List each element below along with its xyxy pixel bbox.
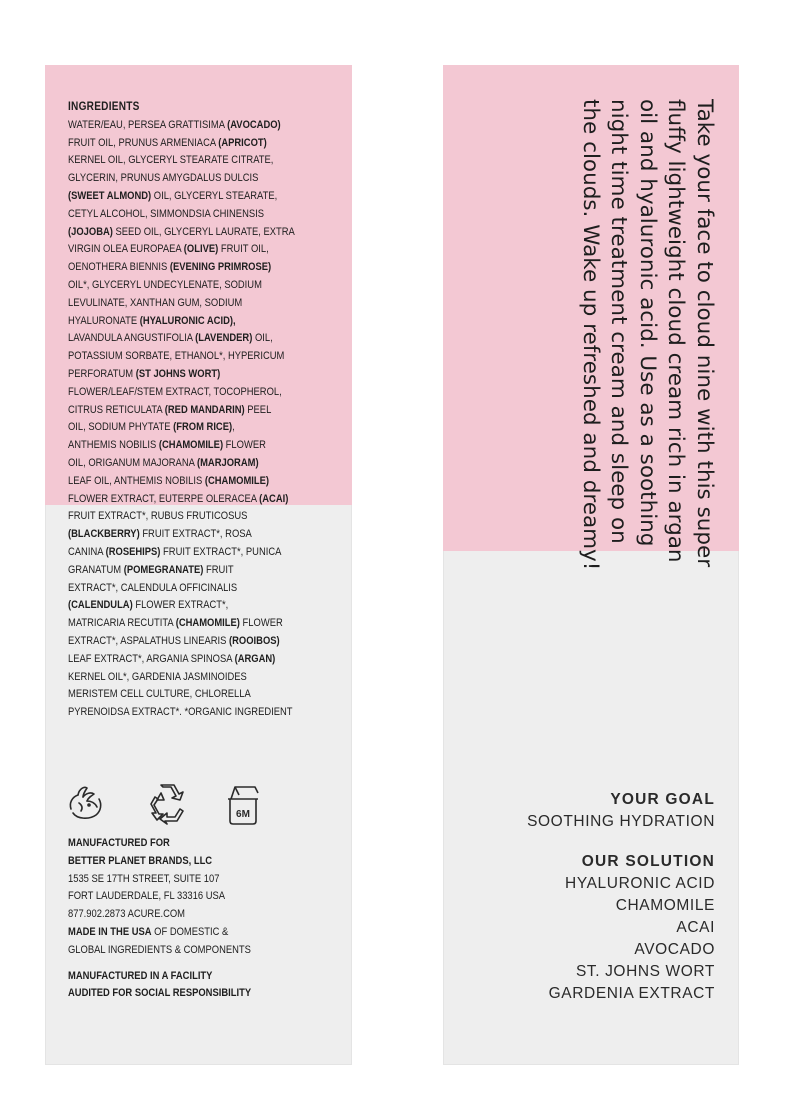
manufacturer-line: [68, 924, 312, 942]
ingredient-line: [68, 633, 299, 651]
ingredient-line-segment: VIRGIN OLEA EUROPAEA: [68, 243, 184, 256]
manufacturer-line: [68, 835, 312, 853]
ingredient-line: [68, 651, 299, 669]
ingredient-line: [68, 313, 299, 331]
ingredient-line-segment: CANINA: [68, 545, 106, 558]
ingredient-line-segment: LAVANDULA ANGUSTIFOLIA: [68, 332, 196, 345]
manufacturer-line-segment: 1535 SE 17TH STREET, SUITE 107: [68, 872, 220, 885]
ingredient-line-segment: HYALURONATE: [68, 314, 140, 327]
ingredient-line-segment: (POMEGRANATE): [123, 563, 204, 576]
pao-label: 6M: [236, 809, 250, 820]
ingredient-line-segment: (ROSEHIPS): [105, 545, 161, 558]
manufacturer-line-segment: 877.902.2873 ACURE.COM: [68, 908, 186, 921]
manufacturer-line: [68, 942, 312, 960]
manufacturer-line: [68, 906, 312, 924]
ingredient-line: [68, 117, 299, 135]
ingredient-line-segment: FLOWER/LEAF/STEM EXTRACT, TOCOPHEROL,: [68, 385, 282, 398]
description-panel: [443, 65, 739, 1065]
ingredient-line: [68, 188, 299, 206]
ingredient-line-segment: FRUIT OIL,: [218, 243, 269, 256]
ingredient-line-segment: (ARGAN): [234, 652, 276, 665]
facility-line-segment: MANUFACTURED IN A FACILITY: [68, 969, 213, 982]
ingredient-line: [68, 277, 299, 295]
ingredient-line: [68, 135, 299, 153]
ingredient-line-segment: ,: [232, 421, 235, 434]
solution-item: ACAI: [676, 919, 715, 936]
ingredient-line: [68, 152, 299, 170]
ingredient-line-segment: MERISTEM CELL CULTURE, CHLORELLA: [68, 688, 251, 701]
ingredient-line-segment: PYRENOIDSA EXTRACT*. *ORGANIC INGREDIENT: [68, 706, 293, 719]
solution-item: HYALURONIC ACID: [565, 875, 715, 892]
facility-line: [68, 968, 312, 986]
ingredient-line-segment: FRUIT OIL, PRUNUS ARMENIACA: [68, 136, 219, 149]
ingredient-line-segment: (EVENING PRIMROSE): [169, 261, 272, 274]
manufacturer-line-segment: MADE IN THE USA: [68, 925, 152, 938]
ingredient-line-segment: CITRUS RETICULATA: [68, 403, 165, 416]
ingredient-line: [68, 224, 299, 242]
ingredient-line-segment: OIL, SODIUM PHYTATE: [68, 421, 174, 434]
ingredient-line-segment: (MARJORAM): [196, 456, 259, 469]
manufacturer-line: [68, 888, 312, 906]
cruelty-free-bunny-icon: [67, 783, 109, 828]
ingredient-line-segment: LEAF OIL, ANTHEMIS NOBILIS: [68, 474, 205, 487]
manufacturer-line-segment: GLOBAL INGREDIENTS & COMPONENTS: [68, 943, 251, 956]
pao-jar-icon: [225, 781, 259, 832]
ingredient-line: [68, 544, 299, 562]
ingredient-line: [68, 170, 299, 188]
ingredient-line-segment: (AVOCADO): [227, 118, 281, 131]
ingredient-line-segment: OENOTHERA BIENNIS: [68, 261, 170, 274]
ingredient-line-segment: (CHAMOMILE): [158, 439, 224, 452]
ingredient-line-segment: (CHAMOMILE): [175, 617, 240, 630]
ingredient-line-segment: OIL*, GLYCERYL UNDECYLENATE, SODIUM: [68, 278, 262, 291]
ingredient-line-segment: LEAF EXTRACT*, ARGANIA SPINOSA: [68, 652, 235, 665]
ingredient-line-segment: (CHAMOMILE): [204, 474, 270, 487]
ingredient-line: [68, 597, 299, 615]
ingredient-line-segment: FLOWER EXTRACT, EUTERPE OLERACEA: [68, 492, 260, 505]
ingredient-line: [68, 615, 299, 633]
ingredient-line-segment: LEVULINATE, XANTHAN GUM, SODIUM: [68, 296, 243, 309]
ingredient-line-segment: FRUIT EXTRACT*, ROSA: [139, 528, 252, 541]
ingredient-line-segment: FRUIT: [203, 563, 234, 576]
ingredient-line: [68, 580, 299, 598]
tagline-line: the clouds. Wake up refreshed and dreamy!: [578, 99, 603, 571]
ingredients-panel: [45, 65, 352, 1065]
ingredient-line-segment: ANTHEMIS NOBILIS: [68, 439, 159, 452]
ingredient-line-segment: FLOWER: [239, 617, 283, 630]
ingredient-line-segment: (LAVENDER): [195, 332, 253, 345]
ingredient-line-segment: FLOWER: [223, 439, 266, 452]
ingredient-line-segment: FLOWER EXTRACT*,: [132, 599, 229, 612]
solution-item: AVOCADO: [634, 941, 715, 958]
ingredient-line-segment: (ST JOHNS WORT): [135, 367, 221, 380]
solution-item: CHAMOMILE: [615, 897, 715, 914]
recycle-icon: [145, 783, 189, 830]
ingredient-line: [68, 473, 299, 491]
goal-label: YOUR GOAL: [610, 791, 715, 808]
goal-value: SOOTHING HYDRATION: [527, 813, 715, 830]
ingredient-line: [68, 241, 299, 259]
tagline-line: oil and hyaluronic acid. Use as a soothing: [635, 99, 660, 547]
ingredient-line-segment: WATER/EAU, PERSEA GRATTISIMA: [68, 118, 228, 131]
ingredient-line-segment: MATRICARIA RECUTITA: [68, 617, 176, 630]
product-tagline: [548, 99, 718, 689]
ingredient-line-segment: POTASSIUM SORBATE, ETHANOL*, HYPERICUM: [68, 350, 285, 363]
ingredient-line: [68, 526, 299, 544]
ingredient-line-segment: GLYCERIN, PRUNUS AMYGDALUS DULCIS: [68, 172, 259, 185]
ingredient-line: [68, 206, 299, 224]
ingredient-line: [68, 437, 299, 455]
ingredient-line-segment: (FROM RICE): [173, 421, 233, 434]
tagline-line: night time treatment cream and sleep on: [606, 99, 632, 544]
manufacturer-line: [68, 853, 312, 871]
ingredient-line-segment: EXTRACT*, CALENDULA OFFICINALIS: [68, 581, 238, 594]
ingredient-line-segment: KERNEL OIL*, GARDENIA JASMINOIDES: [68, 670, 247, 683]
ingredient-line-segment: SEED OIL, GLYCERYL LAURATE, EXTRA: [112, 225, 295, 238]
ingredient-line: [68, 704, 299, 722]
ingredient-line-segment: (BLACKBERRY): [68, 528, 140, 541]
ingredient-line-segment: OIL,: [252, 332, 273, 345]
ingredient-line-segment: KERNEL OIL, GLYCERYL STEARATE CITRATE,: [68, 154, 274, 167]
ingredient-line-segment: OIL, ORIGANUM MAJORANA: [68, 456, 197, 469]
ingredient-line-segment: EXTRACT*, ASPALATHUS LINEARIS: [68, 634, 230, 647]
solution-label: OUR SOLUTION: [581, 853, 715, 870]
ingredient-line-segment: (SWEET ALMOND): [68, 189, 152, 202]
ingredient-line: [68, 348, 299, 366]
ingredient-line-segment: (OLIVE): [183, 243, 219, 256]
ingredient-line-segment: PERFORATUM: [68, 367, 136, 380]
ingredient-line-segment: (APRICOT): [218, 136, 267, 149]
certification-icons: [67, 783, 250, 833]
manufacturer-info: [68, 835, 312, 1003]
ingredient-line-segment: (CALENDULA): [68, 599, 133, 612]
manufacturer-line-segment: OF DOMESTIC &: [151, 925, 229, 938]
ingredient-line: [68, 384, 299, 402]
manufacturer-line: [68, 871, 312, 889]
ingredient-line-segment: OIL, GLYCERYL STEARATE,: [151, 189, 278, 202]
ingredient-line-segment: (RED MANDARIN): [164, 403, 245, 416]
ingredient-line: [68, 508, 299, 526]
ingredient-line-segment: (JOJOBA): [68, 225, 113, 238]
ingredient-line-segment: (HYALURONIC ACID),: [139, 314, 236, 327]
ingredient-line-segment: (ROOIBOS): [229, 634, 280, 647]
manufacturer-line-segment: BETTER PLANET BRANDS, LLC: [68, 854, 213, 867]
ingredient-line-segment: PEEL: [244, 403, 272, 416]
ingredient-line: [68, 455, 299, 473]
ingredient-line: [68, 366, 299, 384]
ingredient-line: [68, 669, 299, 687]
ingredient-line: [68, 419, 299, 437]
solution-item: ST. JOHNS WORT: [575, 963, 715, 980]
tagline-line: Take your face to cloud nine with this super: [692, 99, 717, 568]
facility-line-segment: AUDITED FOR SOCIAL RESPONSIBILITY: [68, 987, 252, 1000]
ingredient-line-segment: FRUIT EXTRACT*, PUNICA: [160, 545, 282, 558]
ingredient-line-segment: FRUIT EXTRACT*, RUBUS FRUTICOSUS: [68, 510, 248, 523]
ingredient-line: [68, 330, 299, 348]
ingredient-line: [68, 562, 299, 580]
ingredient-line-segment: CETYL ALCOHOL, SIMMONDSIA CHINENSIS: [68, 207, 265, 220]
ingredient-line-segment: GRANATUM: [68, 563, 124, 576]
ingredient-line: [68, 686, 299, 704]
ingredient-line: [68, 402, 299, 420]
ingredients-heading: INGREDIENTS: [68, 99, 140, 113]
facility-line: [68, 985, 312, 1003]
ingredients-list: [68, 98, 299, 722]
tagline-line: fluffy lightweight cloud cream rich in argan: [663, 99, 689, 563]
ingredient-line: [68, 491, 299, 509]
manufacturer-line-segment: FORT LAUDERDALE, FL 33316 USA: [68, 890, 226, 903]
goal-solution-block: [455, 789, 715, 1005]
ingredient-line-segment: (ACAI): [259, 492, 289, 505]
solution-item: GARDENIA EXTRACT: [548, 985, 715, 1002]
ingredient-line: [68, 295, 299, 313]
manufacturer-line-segment: MANUFACTURED FOR: [68, 837, 170, 849]
ingredient-line: [68, 259, 299, 277]
